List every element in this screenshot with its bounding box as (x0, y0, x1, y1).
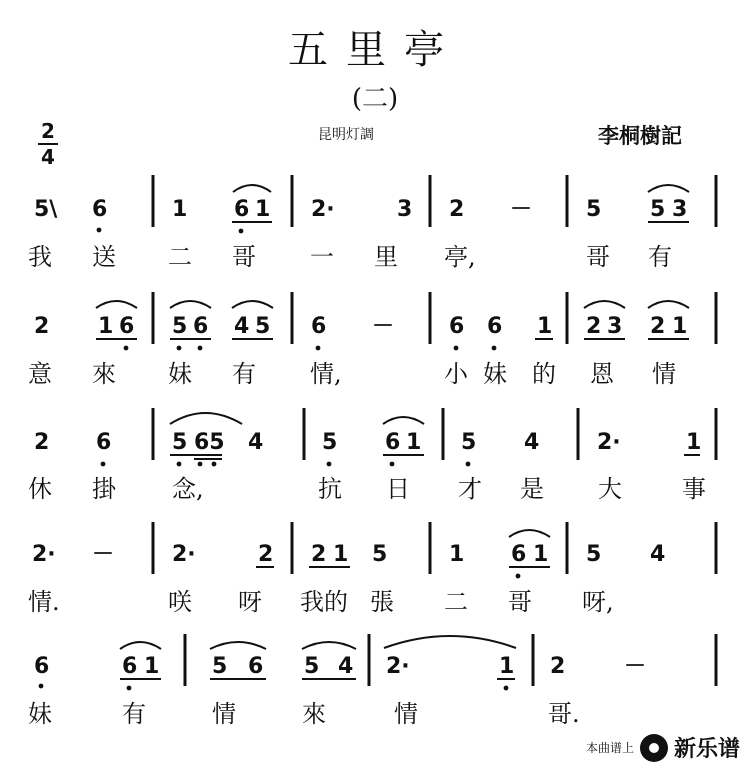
note: 2 (34, 314, 50, 339)
note: 2 (311, 542, 327, 567)
note: 6 (96, 430, 112, 455)
lyric: 事 (682, 475, 706, 503)
note: 1 (333, 542, 349, 567)
note: 5 (322, 430, 338, 455)
note: 3 (397, 197, 413, 222)
lyric: 我 (28, 243, 52, 271)
lyric: 呀 (238, 588, 262, 616)
note: 1 (406, 430, 422, 455)
note: － (92, 542, 115, 567)
note: 2· (386, 654, 410, 679)
note: 2 (449, 197, 465, 222)
note: 1 (98, 314, 114, 339)
lyric: 情 (394, 700, 418, 728)
note: 2 (586, 314, 602, 339)
note: 1 (499, 654, 515, 679)
note: 1 (672, 314, 688, 339)
lyric: 呀, (582, 588, 614, 616)
note: 6 (119, 314, 135, 339)
note: 5 (586, 197, 602, 222)
low-octave-dot (492, 346, 497, 351)
low-octave-dot (316, 346, 321, 351)
note: 3 (672, 197, 688, 222)
lyric: 亭, (444, 243, 476, 271)
system-1 (28, 175, 716, 271)
time-signature-bottom: 4 (41, 145, 55, 169)
watermark-note: 本曲谱上 (585, 741, 634, 755)
slur (210, 642, 266, 649)
lyric: 二 (444, 588, 468, 616)
lyric: 哥. (548, 700, 580, 728)
lyric: 哥 (508, 588, 532, 616)
lyric: 恩 (590, 360, 614, 388)
note: － (624, 654, 647, 679)
lyric: 是 (520, 475, 544, 503)
note: 6 (234, 197, 250, 222)
note: 5 (172, 314, 188, 339)
lyric: 妹 (483, 360, 507, 388)
lyric: 有 (648, 243, 672, 271)
low-octave-dot (327, 462, 332, 467)
note: 2· (597, 430, 621, 455)
lyric: 來 (92, 360, 116, 388)
note: － (372, 314, 395, 339)
lyric: 大 (598, 475, 622, 503)
slur (584, 301, 625, 308)
lyric: 妹 (28, 700, 52, 728)
lyric: 情. (28, 588, 60, 616)
slur (233, 185, 271, 192)
lyric: 來 (302, 700, 326, 728)
low-octave-dot (177, 346, 182, 351)
low-octave-dot (466, 462, 471, 467)
note: － (510, 197, 533, 222)
slur (383, 417, 424, 424)
song-title: 五里亭 (288, 27, 462, 73)
lyric: 情, (310, 360, 342, 388)
low-octave-dot (124, 346, 129, 351)
note: 5 (304, 654, 320, 679)
note: 4 (650, 542, 666, 567)
song-subtitle: (二) (351, 84, 399, 114)
note: 1 (144, 654, 160, 679)
note: 65 (194, 430, 225, 455)
slur (170, 301, 211, 308)
slur (170, 413, 242, 424)
lyric: 我的 (300, 588, 348, 616)
note: 4 (234, 314, 250, 339)
slur (648, 185, 689, 192)
note: 1 (686, 430, 702, 455)
low-octave-dot (177, 462, 182, 467)
low-octave-dot (127, 686, 132, 691)
genre-label: 昆明灯調 (318, 127, 374, 143)
low-octave-dot (454, 346, 459, 351)
lyric: 意 (28, 360, 52, 388)
watermark-brand: 新乐谱 (673, 737, 740, 762)
note: 2 (34, 430, 50, 455)
lyric: 二 (168, 243, 192, 271)
note: 6 (385, 430, 401, 455)
note: 1 (255, 197, 271, 222)
arranger-label: 李桐樹記 (598, 124, 682, 148)
note: 1 (449, 542, 465, 567)
note: 6 (193, 314, 209, 339)
low-octave-dot (516, 574, 521, 579)
lyric: 日 (386, 475, 410, 503)
system-4 (28, 522, 716, 616)
note: 2· (32, 542, 56, 567)
slur (96, 301, 137, 308)
note: 5 (586, 542, 602, 567)
slur (648, 301, 689, 308)
note: 5 (172, 430, 188, 455)
note: 6 (248, 654, 264, 679)
system-5 (28, 634, 716, 728)
lyric: 情 (652, 360, 676, 388)
lyric: 哥 (586, 243, 610, 271)
note: 5 (461, 430, 477, 455)
disc-icon (640, 734, 668, 762)
note: 6 (487, 314, 503, 339)
lyric: 里 (374, 243, 398, 271)
low-octave-dot (97, 228, 102, 233)
low-octave-dot (101, 462, 106, 467)
lyric: 才 (458, 475, 482, 503)
note: 1 (533, 542, 549, 567)
low-octave-dot (390, 462, 395, 467)
lyric: 哥 (232, 243, 256, 271)
lyric: 咲 (168, 588, 192, 616)
note: 4 (248, 430, 264, 455)
note: 5 (650, 197, 666, 222)
system-3 (28, 408, 716, 503)
note: 5 (212, 654, 228, 679)
note: 3 (607, 314, 623, 339)
lyric: 妹 (168, 360, 192, 388)
note: 5\ (34, 197, 58, 222)
lyric: 送 (92, 243, 116, 271)
lyric: 念, (172, 475, 204, 503)
watermark (586, 732, 740, 763)
slur (120, 642, 161, 649)
low-octave-dot (39, 684, 44, 689)
slur (509, 530, 550, 537)
lyric: 掛 (92, 475, 116, 503)
slur (384, 636, 516, 648)
lyric: 有 (122, 700, 146, 728)
lyric: 張 (370, 588, 394, 616)
lyric: 有 (232, 360, 256, 388)
note: 5 (372, 542, 388, 567)
low-octave-dot (504, 686, 509, 691)
system-2 (28, 292, 716, 388)
low-octave-dot (198, 462, 203, 467)
note: 2· (311, 197, 335, 222)
note: 2· (172, 542, 196, 567)
lyric: 抗 (318, 475, 342, 503)
note: 4 (338, 654, 354, 679)
note: 6 (34, 654, 50, 679)
lyric: 休 (28, 475, 52, 503)
low-octave-dot (198, 346, 203, 351)
time-signature-top: 2 (41, 119, 55, 143)
note: 2 (258, 542, 274, 567)
note: 6 (311, 314, 327, 339)
note: 2 (550, 654, 566, 679)
lyric: 情 (212, 700, 236, 728)
slur (302, 642, 356, 649)
note: 1 (172, 197, 188, 222)
low-octave-dot (212, 462, 217, 467)
note: 4 (524, 430, 540, 455)
lyric: 的 (532, 360, 556, 388)
note: 6 (449, 314, 465, 339)
note: 6 (92, 197, 108, 222)
note: 1 (537, 314, 553, 339)
note: 2 (650, 314, 666, 339)
note: 6 (122, 654, 138, 679)
lyric: 小 (444, 360, 468, 388)
note: 5 (255, 314, 271, 339)
lyric: 一 (310, 243, 334, 271)
slur (232, 301, 273, 308)
low-octave-dot (239, 229, 244, 234)
note: 6 (511, 542, 527, 567)
